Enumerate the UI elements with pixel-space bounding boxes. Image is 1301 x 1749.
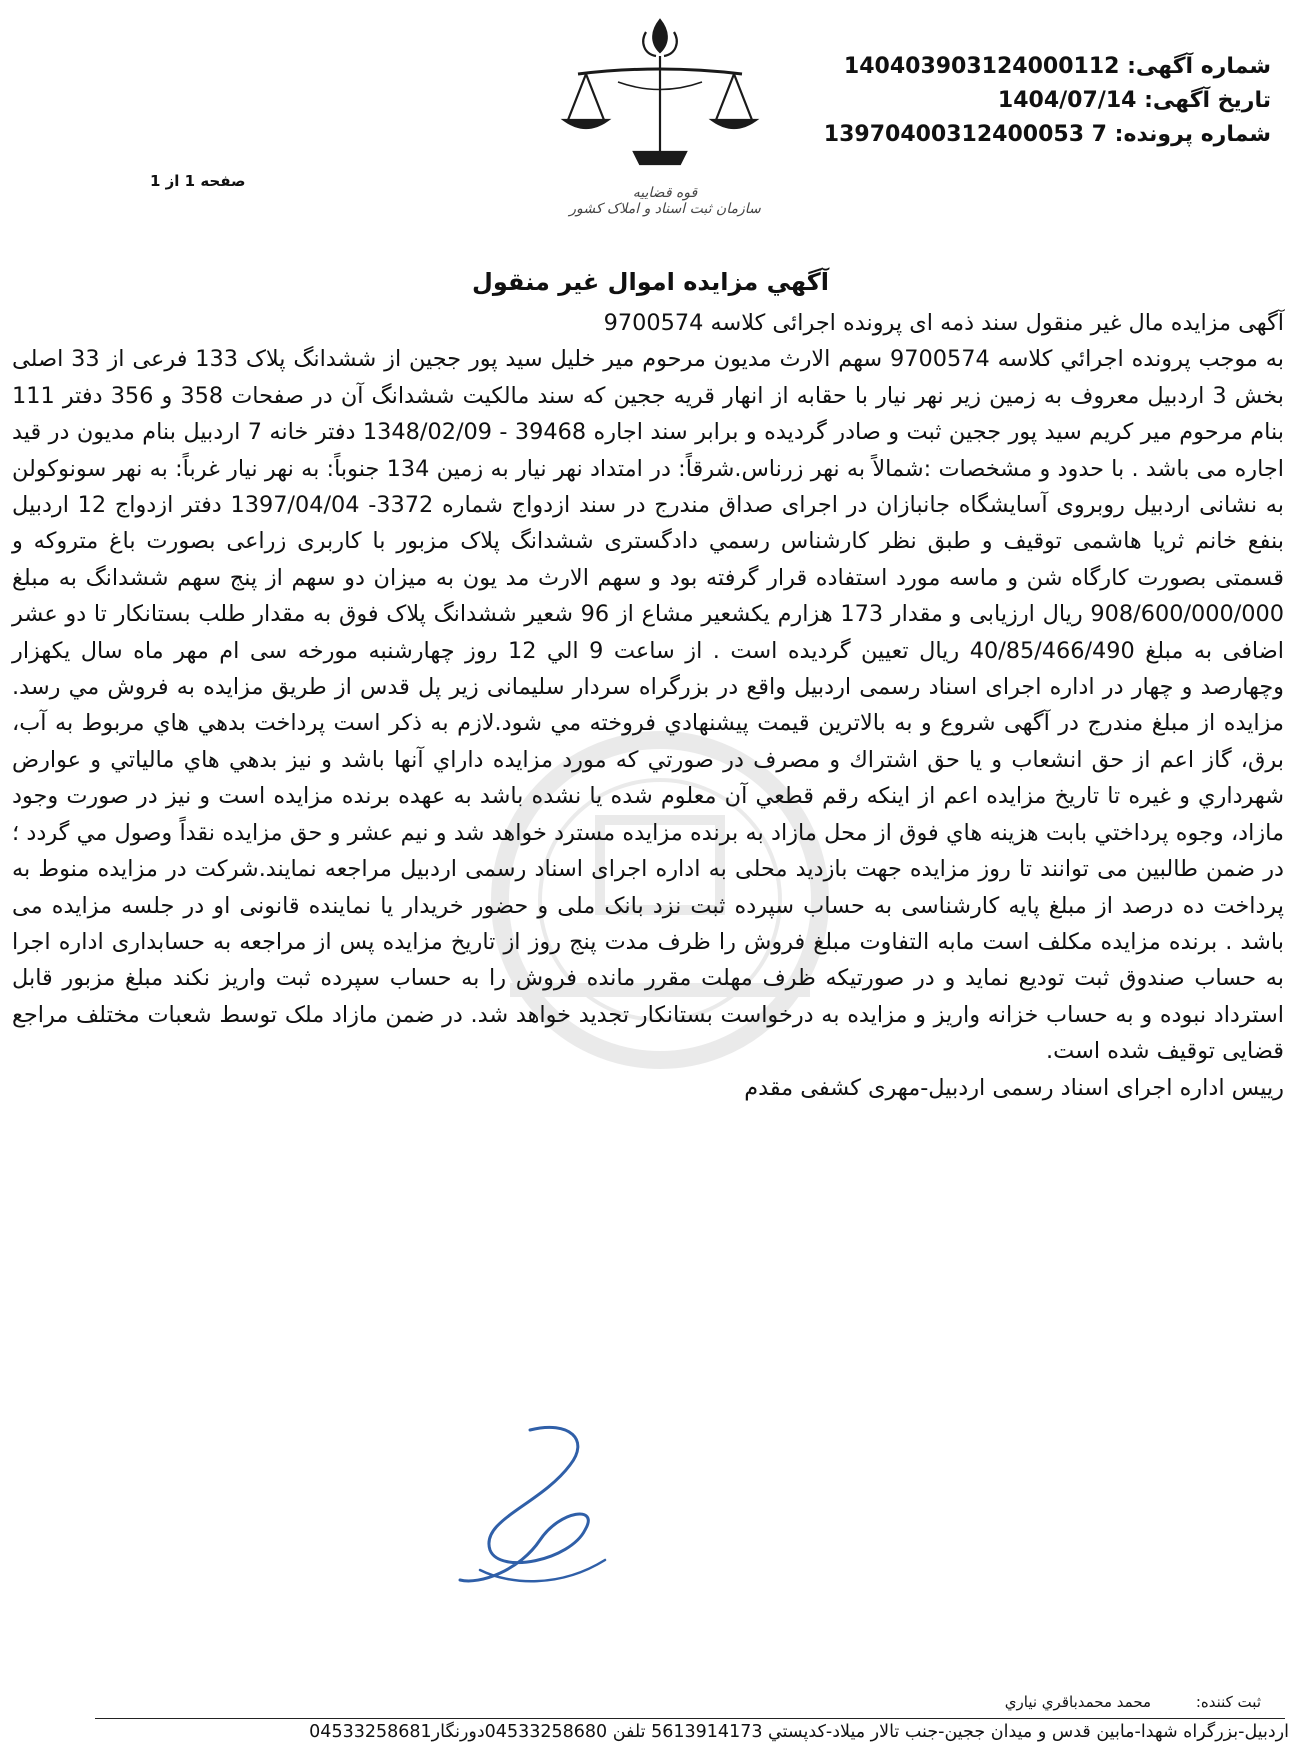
notice-date-row [751, 84, 1271, 118]
notice-number: 140403903124000112 [843, 54, 1120, 79]
file-number: 13970400312400053 7 [823, 122, 1107, 147]
emblem-caption [555, 185, 775, 217]
page-title: آگهي مزايده اموال غير منقول [472, 268, 829, 296]
notice-number-label: شماره آگهی: [1127, 54, 1271, 79]
footer-address: اردبیل-بزرگراه شهدا-مابین قدس و میدان ججین-جنب تالار میلاد-کدپستي 5613914173 تلفن 04533258680دورنگار04533258681 [309, 1722, 1289, 1742]
notice-paragraph: به موجب پرونده اجرائي كلاسه 9700574 سهم الارث مدیون مرحوم میر خلیل سید پور ججین از ششدانگ پلاک 133 فرعی از 33 اصلی بخش 3 اردبیل معروف به زمین زیر نهر نیار با حقابه از انهار قریه ججین که سند مالکیت ششدانگ آن در صفحات 358 و 356 دفتر 111 بنام مرحوم میر کریم سید پور ججین ثبت و صادر گردیده و برابر سند اجاره 39468 - 1348/02/09 دفتر خانه 7 اردبیل بنام مدیون در قید اجاره می باشد . با حدود و مشخصات :شمالاً به نهر زرناس.شرقاً: در امتداد نهر نیار به زمین 134 جنوباً: به نهر نیار غرباً: به نهر سونوکولن به نشانی اردبیل روبروی آسایشگاه جانبازان در اجرای صداق مندرج در سند ازدواج شماره 3372- 1397/04/04 دفتر ازدواج 12 اردبیل بنفع خانم ثریا هاشمی توقیف و طبق نظر کارشناس رسمي دادگستری ششدانگ پلاک مزبور با کاربری زراعی بصورت باغ متروکه و قسمتی بصورت کارگاه شن و ماسه مورد استفاده قرار گرفته بود و سهم الارث مد یون به میزان دو سهم از پنج سهم ششدانگ به مبلغ 908/600/000/000 ریال ارزیابی و مقدار 173 هزارم یکشعیر مشاع از 96 شعیر ششدانگ پلاک فوق به مقدار طلب بستانکار تا دو عشر اضافی به مبلغ 40/85/466/490 ریال تعیین گردیده است . از ساعت 9 الي 12 روز چهارشنبه مورخه سی ام مهر ماه سال یکهزار وچهارصد و چهار در اداره اجرای اسناد رسمی اردبیل واقع در بزرگراه سردار سلیمانی زیر پل قدس از طریق مزایده به فروش مي رسد. مزايده از مبلغ مندرج در آگهی شروع و به بالاترين قيمت پيشنهادي فروخته مي شود.لازم به ذكر است پرداخت بدهي هاي مربوط به آب، برق، گاز اعم از حق انشعاب و يا حق اشتراك و مصرف در صورتي كه مورد مزايده داراي آنها باشد و نيز بدهي هاي مالياتي و عوارض شهرداري و غيره تا تاريخ مزايده اعم از اينكه رقم قطعي آن معلوم شده يا نشده باشد به عهده برنده مزايده است و نيز در صورت وجود مازاد، وجوه پرداختي بابت هزينه هاي فوق از محل مازاد به برنده مزايده مسترد خواهد شد و نيم عشر و حق مزايده نقداً وصول مي گردد ؛ در ضمن طالبین می توانند تا روز مزایده جهت بازدید محلی به اداره اجرای اسناد رسمی اردبیل مراجعه نمایند.شرکت در مزایده منوط به پرداخت ده درصد از مبلغ پایه کارشناسی به حساب سپرده ثبت نزد بانک ملی و حضور خریدار یا نماینده قانونی او در جلسه مزایده می باشد . برنده مزایده مکلف است مابه التفاوت مبلغ فروش را ظرف مدت پنج روز از تاریخ مزایده پس از مراجعه به حسابداری اداره اجرا به حساب صندوق ثبت تودیع نماید و در صورتیکه ظرف مهلت مقرر مانده فروش را به حساب سپرده ثبت واریز نکند مبلغ مزبور قابل استرداد نبوده و به حساب خزانه واریز و مزایده به درخواست بستانکار تجدید خواهد شد. در ضمن مازاد ملک توسط شعبات مختلف مراجع قضایی توقیف شده است. [12, 346, 1285, 1065]
page-label: صفحه 1 از 1 [150, 172, 246, 190]
file-number-row [751, 118, 1271, 152]
notice-date-label: تاریخ آگهی: [1144, 88, 1271, 113]
notice-metadata [751, 50, 1271, 152]
emblem-caption-line1: قوه قضاییه [632, 185, 698, 201]
registrar-name: محمد محمدباقري نياري [1004, 1693, 1152, 1711]
handwritten-signature-icon [420, 1410, 660, 1610]
file-number-label: شماره پرونده: [1114, 122, 1271, 147]
notice-number-row [751, 50, 1271, 84]
registrar-label: ثبت كننده: [1195, 1693, 1261, 1711]
footer-divider [95, 1718, 1285, 1719]
notice-body [12, 305, 1284, 1106]
signatory: رییس اداره اجرای اسناد رسمی اردبیل-مهری کشفی مقدم [744, 1074, 1284, 1101]
registrar [1005, 1693, 1261, 1711]
notice-lead: آگهی مزایده مال غیر منقول سند ذمه ای پرونده اجرائی کلاسه 9700574 [603, 310, 1284, 336]
notice-date: 1404/07/14 [997, 88, 1137, 113]
emblem-caption-line2: سازمان ثبت اسناد و املاک کشور [569, 201, 761, 217]
